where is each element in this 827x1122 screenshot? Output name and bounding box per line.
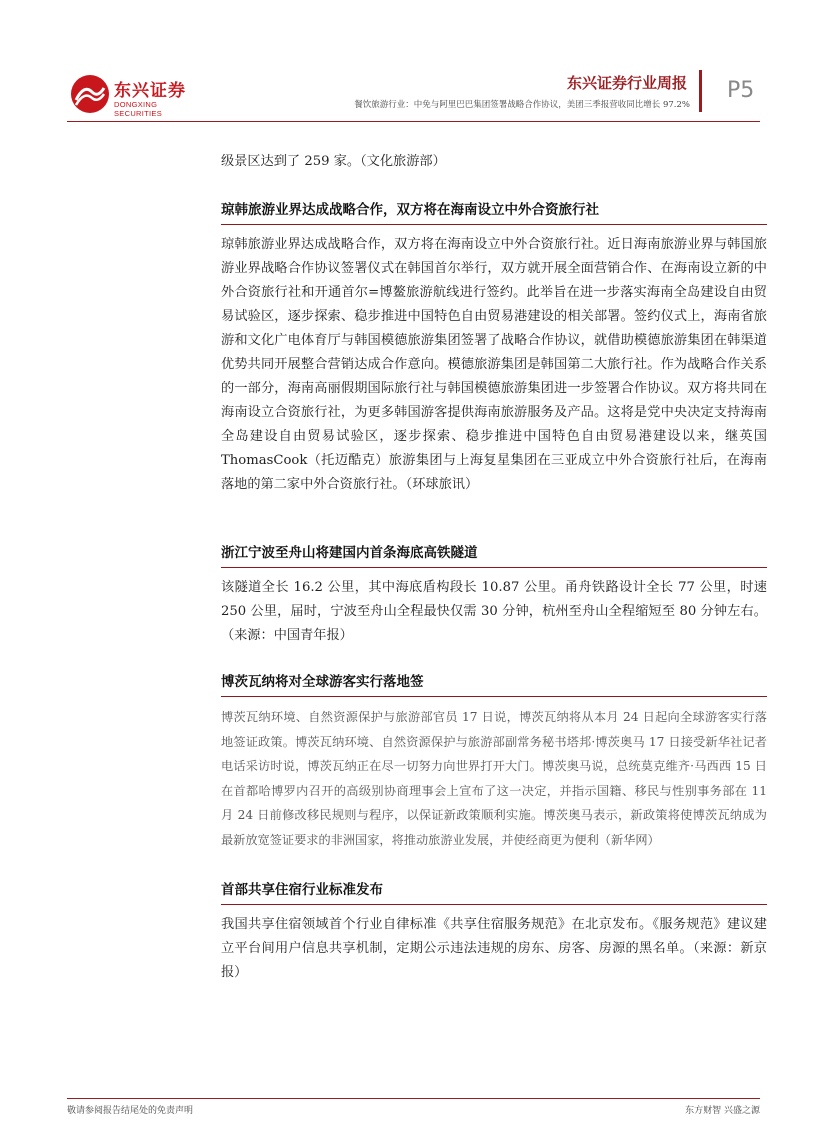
section-rule	[221, 696, 767, 697]
section-heading: 琼韩旅游业界达成战略合作，双方将在海南设立中外合资旅行社	[221, 202, 599, 218]
report-title: 东兴证券行业周报	[566, 74, 687, 92]
section-rule	[221, 567, 767, 568]
page-number: P5	[727, 78, 755, 103]
report-subtitle: 餐饮旅游行业：中免与阿里巴巴集团签署战略合作协议，美团三季报营收同比增长 97.2%	[354, 100, 690, 110]
section-rule	[221, 904, 767, 905]
footer-slogan: 东方财智 兴盛之源	[685, 1106, 760, 1116]
section-body: 琼韩旅游业界达成战略合作，双方将在海南设立中外合资旅行社。近日海南旅游业界与韩国旅游业界战略合作协议签署仪式在韩国首尔举行，双方就开展全面营销合作、在海南设立新的中外合资旅行社和开通首尔=博鳌旅游航线进行签约。此举旨在进一步落实海南全岛建设自由贸易试验区，逐步探索、稳步推进中国特色自由贸易港建设的相关部署。签约仪式上，海南省旅游和文化广电体育厅与韩国模德旅游集团签署了战略合作协议，就借助模德旅游集团在韩渠道优势共同开展整合营销达成合作意向。模德旅游集团是韩国第二大旅行社。作为战略合作关系的一部分，海南高丽假期国际旅行社与韩国模德旅游集团进一步签署合作协议。双方将共同在海南设立合资旅行社，为更多韩国游客提供海南旅游服务及产品。这将是党中央决定支持海南全岛建设自由贸易试验区，逐步探索、稳步推进中国特色自由贸易港建设以来，继英国 ThomasCook（托迈酷克）旅游集团与上海复星集团在三亚成立中外合资旅行社后，在海南落地的第二家中外合资旅行社。（环球旅讯）	[221, 237, 767, 492]
section-rule	[221, 224, 767, 225]
header-rule	[67, 121, 760, 122]
section-body: 该隧道全长 16.2 公里，其中海底盾构段长 10.87 公里。甬舟铁路设计全长 77 公里，时速 250 公里，届时，宁波至舟山全程最快仅需 30 分钟，杭州至舟山全程缩短至 80 分钟左右。（来源：中国青年报）	[221, 580, 767, 643]
header-divider	[699, 70, 702, 112]
logo-en-text: DONGXING SECURITIES	[114, 100, 163, 118]
section-heading: 浙江宁波至舟山将建国内首条海底高铁隧道	[221, 545, 478, 561]
section-body: 我国共享住宿领域首个行业自律标准《共享住宿服务规范》在北京发布。《服务规范》建议建立平台间用户信息共享机制，定期公示违法违规的房东、房客、房源的黑名单。（来源：新京报）	[221, 917, 767, 980]
main-content	[221, 150, 767, 985]
logo-mark-icon	[70, 74, 110, 114]
company-logo	[70, 74, 200, 116]
page-header	[0, 0, 827, 130]
intro-paragraph: 级景区达到了 259 家。（文化旅游部）	[221, 154, 446, 169]
footer-rule	[67, 1098, 760, 1099]
disclaimer-note: 敬请参阅报告结尾处的免责声明	[67, 1106, 194, 1116]
logo-cn-text: 东兴证券	[114, 81, 186, 101]
section-body: 博茨瓦纳环境、自然资源保护与旅游部官员 17 日说，博茨瓦纳将从本月 24 日起向全球游客实行落地签证政策。博茨瓦纳环境、自然资源保护与旅游部副常务秘书塔邦·博茨奥马 17 日接受新华社记者电话采访时说，博茨瓦纳正在尽一切努力向世界打开大门。博茨奥马说，总统莫克维齐·马西西 15 日在首都哈博罗内召开的高级别协商理事会上宣布了这一决定，并指示国籍、移民与性别事务部在 11 月 24 日前修改移民规则与程序，以保证新政策顺利实施。博茨奥马表示，新政策将使博茨瓦纳成为最新放宽签证要求的非洲国家，将推动旅游业发展，并使经商更为便利（新华网）	[221, 710, 767, 847]
section-heading: 博茨瓦纳将对全球游客实行落地签	[221, 674, 424, 690]
section-heading: 首部共享住宿行业标准发布	[221, 882, 383, 898]
